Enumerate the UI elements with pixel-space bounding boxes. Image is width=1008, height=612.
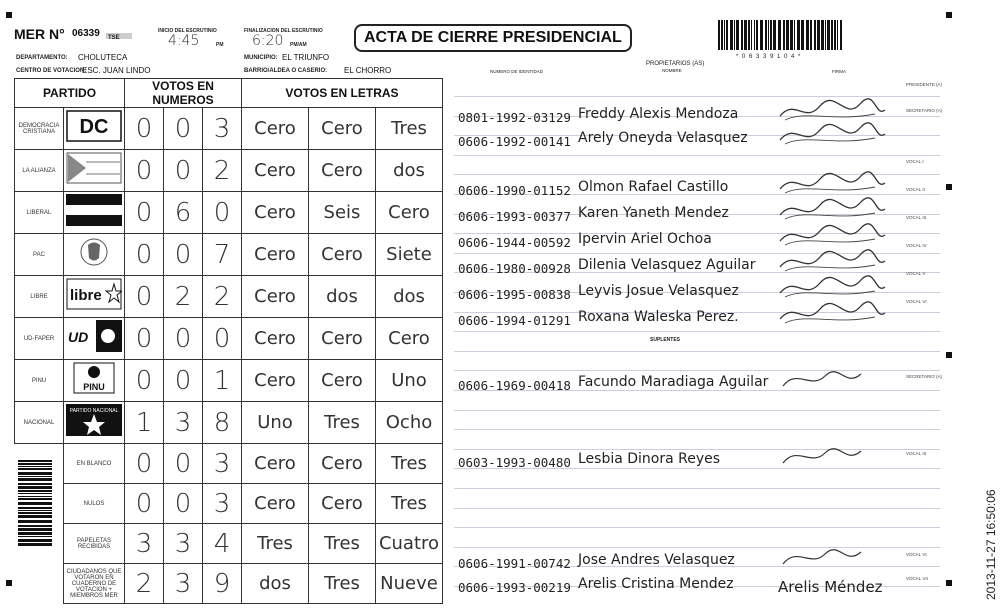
votes-table xyxy=(14,78,443,604)
suplente-role: SECRETARIO (A) xyxy=(906,374,943,379)
vote-letters: Cero xyxy=(309,150,376,192)
corner-mark xyxy=(946,184,952,190)
party-row xyxy=(15,276,443,318)
member-role: VOCAL V xyxy=(906,271,926,276)
member-id: 0606-1944-00592 xyxy=(458,235,571,250)
summary-letters: Cero xyxy=(242,484,309,524)
signature-scribble xyxy=(775,364,890,394)
summary-letters: Tres xyxy=(242,524,309,564)
mer-number: 06339 xyxy=(72,28,100,39)
vote-digit: 0 xyxy=(125,234,164,276)
votos-numeros-header: VOTOS EN NUMEROS xyxy=(125,79,242,108)
member-name: Freddy Alexis Mendoza xyxy=(578,106,739,122)
municipio-value: EL TRIUNFO xyxy=(282,53,330,62)
member-role: SECRETARIO (A) xyxy=(906,108,943,113)
member-id: 0606-1980-00928 xyxy=(458,261,571,276)
summary-digit: 0 xyxy=(125,484,164,524)
vote-letters: Seis xyxy=(309,192,376,234)
vote-letters: Cero xyxy=(376,318,443,360)
member-id: 0606-1990-01152 xyxy=(458,183,571,198)
ud-logo-icon xyxy=(64,318,125,360)
vote-digit: 0 xyxy=(164,318,203,360)
municipio-label: MUNICIPIO: xyxy=(244,55,278,61)
summary-letters: Tres xyxy=(309,564,376,604)
signature-scribble xyxy=(775,299,890,329)
vote-letters: Ocho xyxy=(376,402,443,444)
vote-letters: Cero xyxy=(242,150,309,192)
summary-digit: 3 xyxy=(203,444,242,484)
barcode-text: * 0 6 3 3 9 1 0 4 * xyxy=(736,54,802,60)
party-name: DEMOCRACIA CRISTIANA xyxy=(15,108,64,150)
svg-text:PARTIDO NACIONAL: PARTIDO NACIONAL xyxy=(69,408,119,414)
vote-letters: Cero xyxy=(309,108,376,150)
summary-digit: 0 xyxy=(164,484,203,524)
vote-digit: 0 xyxy=(203,192,242,234)
vote-digit: 8 xyxy=(203,402,242,444)
vote-letters: Cero xyxy=(309,360,376,402)
summary-letters: Cero xyxy=(309,484,376,524)
summary-letters: Cuatro xyxy=(376,524,443,564)
barrio-label: BARRIO/ALDEA O CASERIO: xyxy=(244,68,328,74)
suplente-name: Lesbia Dinora Reyes xyxy=(578,451,721,467)
vote-letters: Tres xyxy=(309,402,376,444)
inicio-ampm: PM xyxy=(216,42,224,48)
inicio-time: 4:45 xyxy=(168,33,200,49)
ruled-line xyxy=(454,488,940,489)
party-logo-icon xyxy=(64,192,125,234)
vote-digit: 0 xyxy=(125,360,164,402)
member-name: Dilenia Velasquez Aguilar xyxy=(578,257,756,273)
party-logo-icon xyxy=(64,234,125,276)
member-name: Ipervin Ariel Ochoa xyxy=(578,231,712,247)
vote-letters: dos xyxy=(309,276,376,318)
summary-digit: 9 xyxy=(203,564,242,604)
member-id: 0606-1994-01291 xyxy=(458,313,571,328)
summary-digit: 3 xyxy=(125,524,164,564)
vote-digit: 1 xyxy=(125,402,164,444)
summary-letters: Tres xyxy=(309,524,376,564)
centro-value: ESC. JUAN LINDO xyxy=(82,66,151,75)
vote-digit: 0 xyxy=(164,360,203,402)
vote-letters: Cero xyxy=(376,192,443,234)
member-name: Roxana Waleska Perez. xyxy=(578,309,739,325)
summary-digit: 2 xyxy=(125,564,164,604)
summary-digit: 0 xyxy=(164,444,203,484)
vote-letters: dos xyxy=(376,276,443,318)
party-row xyxy=(15,234,443,276)
summary-letters: dos xyxy=(242,564,309,604)
vote-letters: Uno xyxy=(376,360,443,402)
side-barcode xyxy=(18,458,52,550)
departamento-label: DEPARTAMENTO: xyxy=(16,55,68,61)
barcode-top xyxy=(716,20,846,50)
inicio-label: INICIO DEL ESCRUTINIO xyxy=(158,28,217,34)
summary-digit: 0 xyxy=(125,444,164,484)
corner-mark xyxy=(946,352,952,358)
vote-digit: 2 xyxy=(203,150,242,192)
summary-row xyxy=(15,484,443,524)
party-name: LIBERAL xyxy=(15,192,64,234)
vote-digit: 2 xyxy=(164,276,203,318)
vote-letters: Siete xyxy=(376,234,443,276)
vote-digit: 0 xyxy=(125,276,164,318)
member-name: Arely Oneyda Velasquez xyxy=(578,130,748,146)
last-signature-text: Arelis Méndez xyxy=(778,578,883,596)
party-logo-icon xyxy=(64,150,125,192)
summary-label: EN BLANCO xyxy=(64,444,125,484)
ruled-line xyxy=(454,508,940,509)
ruled-line xyxy=(454,155,940,156)
barrio-value: EL CHORRO xyxy=(344,66,392,75)
fin-label: FINALIZACION DEL ESCRUTINIO xyxy=(244,28,323,34)
summary-letters: Nueve xyxy=(376,564,443,604)
vote-letters: Tres xyxy=(376,108,443,150)
vote-digit: 0 xyxy=(125,192,164,234)
votos-letras-header: VOTOS EN LETRAS xyxy=(242,79,443,108)
pinu-logo-icon xyxy=(64,360,125,402)
member-role: VOCAL IV xyxy=(906,243,927,248)
vote-letters: Uno xyxy=(242,402,309,444)
member-name: Leyvis Josue Velasquez xyxy=(578,283,739,299)
col-firma-label: FIRMA xyxy=(832,69,846,74)
suplente-role: VOCAL III xyxy=(906,451,927,456)
summary-letters: Tres xyxy=(376,444,443,484)
party-row xyxy=(15,108,443,150)
vote-letters: Cero xyxy=(309,318,376,360)
summary-digit: 3 xyxy=(164,524,203,564)
summary-digit: 3 xyxy=(203,484,242,524)
corner-mark xyxy=(946,12,952,18)
svg-text:libre: libre xyxy=(70,287,102,304)
party-name: LA ALIANZA xyxy=(15,150,64,192)
vote-digit: 0 xyxy=(125,318,164,360)
ruled-line xyxy=(454,527,940,528)
svg-text:DC: DC xyxy=(79,116,109,138)
party-name: PAC xyxy=(15,234,64,276)
corner-mark xyxy=(6,580,12,586)
suplente-name: Arelis Cristina Mendez xyxy=(578,576,734,592)
member-id: 0801-1992-03129 xyxy=(458,110,571,125)
summary-letters: Cero xyxy=(309,444,376,484)
suplente-id: 0606-1969-00418 xyxy=(458,378,571,393)
summary-digit: 3 xyxy=(164,564,203,604)
party-row xyxy=(15,192,443,234)
party-row xyxy=(15,402,443,444)
party-row xyxy=(15,318,443,360)
suplente-role: VOCAL VI xyxy=(906,552,927,557)
party-name: LIBRE xyxy=(15,276,64,318)
vote-letters: Cero xyxy=(242,360,309,402)
party-name: NACIONAL xyxy=(15,402,64,444)
summary-row xyxy=(15,564,443,604)
member-id: 0606-1992-00141 xyxy=(458,134,571,149)
ruled-line xyxy=(454,429,940,430)
ruled-line xyxy=(454,351,940,352)
member-role: PRESIDENTE (A) xyxy=(906,82,943,87)
party-row xyxy=(15,360,443,402)
partido-nacional-logo-icon xyxy=(64,402,125,444)
summary-row xyxy=(15,444,443,484)
party-name: UD-FAPER xyxy=(15,318,64,360)
suplente-id: 0603-1993-00480 xyxy=(458,455,571,470)
vote-digit: 0 xyxy=(203,318,242,360)
suplentes-label: SUPLENTES xyxy=(650,337,681,343)
signature-scribble xyxy=(775,120,890,150)
summary-letters: Cero xyxy=(242,444,309,484)
party-row xyxy=(15,150,443,192)
side-timestamp: 2013-11-27 16:50:06 xyxy=(984,489,998,600)
document-title: ACTA DE CIERRE PRESIDENCIAL xyxy=(354,24,632,52)
member-role: VOCAL I xyxy=(906,159,924,164)
svg-text:TSE: TSE xyxy=(108,35,120,41)
vote-letters: Cero xyxy=(242,234,309,276)
vote-letters: Cero xyxy=(309,234,376,276)
signature-scribble xyxy=(775,542,890,572)
vote-digit: 0 xyxy=(164,150,203,192)
suplente-name: Jose Andres Velasquez xyxy=(578,552,735,568)
vote-digit: 6 xyxy=(164,192,203,234)
departamento-value: CHOLUTECA xyxy=(78,53,128,62)
col-nombre-label: NOMBRE xyxy=(662,68,682,73)
member-name: Olmon Rafael Castillo xyxy=(578,179,729,195)
signature-scribble xyxy=(775,441,890,471)
vote-digit: 0 xyxy=(164,108,203,150)
vote-letters: Cero xyxy=(242,318,309,360)
vote-digit: 0 xyxy=(164,234,203,276)
member-name: Karen Yaneth Mendez xyxy=(578,205,729,221)
member-role: VOCAL II xyxy=(906,187,925,192)
suplente-role: VOCAL VII xyxy=(906,576,928,581)
vote-letters: Cero xyxy=(242,108,309,150)
summary-digit: 4 xyxy=(203,524,242,564)
vote-digit: 3 xyxy=(164,402,203,444)
summary-letters: Tres xyxy=(376,484,443,524)
party-name: PINU xyxy=(15,360,64,402)
partido-header: PARTIDO xyxy=(15,79,125,108)
summary-row xyxy=(15,524,443,564)
svg-text:UD: UD xyxy=(68,329,89,345)
centro-label: CENTRO DE VOTACION: xyxy=(16,68,87,74)
col-propietarios-label: PROPIETARIOS (AS) xyxy=(646,61,705,67)
ruled-line xyxy=(454,331,940,332)
vote-digit: 2 xyxy=(203,276,242,318)
member-id: 0606-1993-00377 xyxy=(458,209,571,224)
member-role: VOCAL VI xyxy=(906,299,927,304)
corner-mark xyxy=(946,580,952,586)
member-id: 0606-1995-00838 xyxy=(458,287,571,302)
vote-digit: 1 xyxy=(203,360,242,402)
summary-label: CIUDADANOS QUE VOTARON EN CUADERNO DE VOTACION + MIEMBROS MER xyxy=(64,564,125,604)
vote-digit: 3 xyxy=(203,108,242,150)
svg-text:PINU: PINU xyxy=(83,382,105,392)
fin-ampm: PM/AM xyxy=(290,42,307,48)
member-role: VOCAL III xyxy=(906,215,927,220)
dc-logo-icon xyxy=(64,108,125,150)
suplente-name: Facundo Maradiaga Aguilar xyxy=(578,374,769,390)
corner-mark xyxy=(6,12,12,18)
vote-digit: 7 xyxy=(203,234,242,276)
suplente-id: 0606-1991-00742 xyxy=(458,556,571,571)
vote-letters: dos xyxy=(376,150,443,192)
vote-letters: Cero xyxy=(242,276,309,318)
summary-label: NULOS xyxy=(64,484,125,524)
ruled-line xyxy=(454,410,940,411)
mer-logo-icon xyxy=(106,28,132,41)
suplente-id: 0606-1993-00219 xyxy=(458,580,571,595)
vote-digit: 0 xyxy=(125,108,164,150)
libre-logo-icon xyxy=(64,276,125,318)
summary-label: PAPELETAS RECIBIDAS xyxy=(64,524,125,564)
vote-letters: Cero xyxy=(242,192,309,234)
vote-digit: 0 xyxy=(125,150,164,192)
fin-time: 6:20 xyxy=(252,33,284,49)
mer-label: MER N° xyxy=(14,26,65,42)
col-identidad-label: NUMERO DE IDENTIDAD xyxy=(490,69,544,74)
